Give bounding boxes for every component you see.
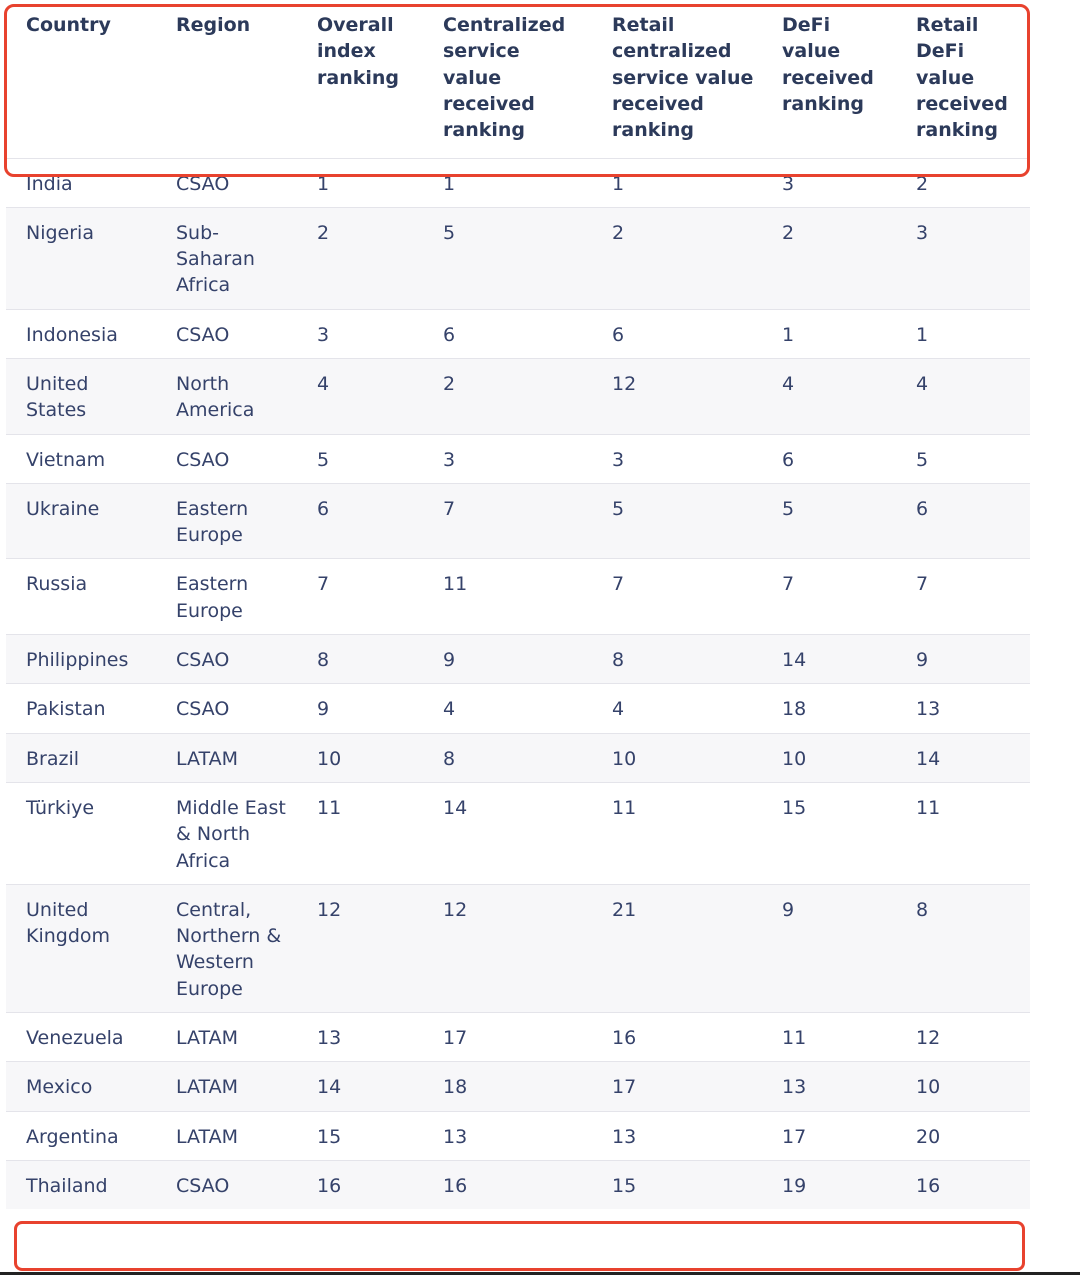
cell-region: Sub-Saharan Africa [156, 207, 297, 309]
cell-defi-value-ranking: 14 [762, 635, 896, 684]
cell-country: Pakistan [6, 684, 156, 733]
cell-region: Middle East & North Africa [156, 782, 297, 884]
cell-defi-value-ranking: 3 [762, 158, 896, 207]
table-row [6, 1013, 1030, 1062]
cell-retail-defi-value-ranking: 2 [896, 158, 1030, 207]
header-overall-index-ranking: Overall index ranking [317, 14, 399, 89]
cell-country: Türkiye [6, 782, 156, 884]
table-row [6, 684, 1030, 733]
cell-centralized-service-ranking: 9 [423, 635, 592, 684]
table-row [6, 1160, 1030, 1209]
header-retail-centralized-service-ranking: Retail centralized service value received ranking [612, 14, 754, 142]
cell-country: Indonesia [6, 309, 156, 358]
cell-overall-index-ranking: 14 [297, 1062, 423, 1111]
table-row [6, 483, 1030, 559]
cell-country: United Kingdom [6, 884, 156, 1012]
cell-retail-centralized-service-ranking: 15 [592, 1160, 762, 1209]
cell-retail-centralized-service-ranking: 8 [592, 635, 762, 684]
ranking-table-container [6, 2, 1030, 1209]
cell-country: Philippines [6, 635, 156, 684]
cell-defi-value-ranking: 11 [762, 1013, 896, 1062]
cell-region: CSAO [156, 434, 297, 483]
table-row [6, 1062, 1030, 1111]
cell-centralized-service-ranking: 14 [423, 782, 592, 884]
table-row [6, 733, 1030, 782]
table-header [6, 2, 1030, 158]
cell-region: CSAO [156, 684, 297, 733]
table-row [6, 158, 1030, 207]
table-row [6, 309, 1030, 358]
cell-overall-index-ranking: 15 [297, 1111, 423, 1160]
header-country: Country [26, 14, 111, 36]
cell-defi-value-ranking: 5 [762, 483, 896, 559]
cell-centralized-service-ranking: 8 [423, 733, 592, 782]
cell-overall-index-ranking: 1 [297, 158, 423, 207]
cell-defi-value-ranking: 19 [762, 1160, 896, 1209]
table-row [6, 358, 1030, 434]
cell-retail-centralized-service-ranking: 12 [592, 358, 762, 434]
cell-country: Russia [6, 559, 156, 635]
cell-defi-value-ranking: 9 [762, 884, 896, 1012]
cell-country: Vietnam [6, 434, 156, 483]
country-ranking-table [6, 2, 1030, 1209]
cell-region: Eastern Europe [156, 483, 297, 559]
cell-centralized-service-ranking: 7 [423, 483, 592, 559]
cell-centralized-service-ranking: 6 [423, 309, 592, 358]
cell-retail-defi-value-ranking: 3 [896, 207, 1030, 309]
cell-defi-value-ranking: 18 [762, 684, 896, 733]
table-row [6, 434, 1030, 483]
cell-retail-centralized-service-ranking: 6 [592, 309, 762, 358]
cell-overall-index-ranking: 7 [297, 559, 423, 635]
cell-country: Ukraine [6, 483, 156, 559]
cell-country: Nigeria [6, 207, 156, 309]
cell-defi-value-ranking: 13 [762, 1062, 896, 1111]
cell-centralized-service-ranking: 3 [423, 434, 592, 483]
cell-defi-value-ranking: 6 [762, 434, 896, 483]
cell-region: CSAO [156, 1160, 297, 1209]
cell-overall-index-ranking: 8 [297, 635, 423, 684]
cell-centralized-service-ranking: 16 [423, 1160, 592, 1209]
cell-centralized-service-ranking: 2 [423, 358, 592, 434]
cell-centralized-service-ranking: 11 [423, 559, 592, 635]
cell-region: CSAO [156, 158, 297, 207]
header-retail-defi-value-ranking: Retail DeFi value received ranking [916, 14, 1008, 142]
cell-overall-index-ranking: 3 [297, 309, 423, 358]
cell-retail-defi-value-ranking: 20 [896, 1111, 1030, 1160]
cell-overall-index-ranking: 11 [297, 782, 423, 884]
header-region: Region [176, 14, 251, 36]
cell-overall-index-ranking: 16 [297, 1160, 423, 1209]
header-defi-value-ranking: DeFi value received ranking [782, 14, 874, 115]
table-body [6, 158, 1030, 1209]
cell-defi-value-ranking: 17 [762, 1111, 896, 1160]
cell-retail-defi-value-ranking: 1 [896, 309, 1030, 358]
cell-defi-value-ranking: 1 [762, 309, 896, 358]
cell-overall-index-ranking: 5 [297, 434, 423, 483]
table-row [6, 782, 1030, 884]
cell-centralized-service-ranking: 13 [423, 1111, 592, 1160]
thailand-row-highlight-box [14, 1221, 1025, 1271]
cell-region: North America [156, 358, 297, 434]
cell-region: CSAO [156, 635, 297, 684]
cell-retail-defi-value-ranking: 13 [896, 684, 1030, 733]
header-centralized-service-ranking: Centralized service value received ranking [443, 14, 566, 142]
cell-country: Thailand [6, 1160, 156, 1209]
cell-defi-value-ranking: 4 [762, 358, 896, 434]
cell-region: Central, Northern & Western Europe [156, 884, 297, 1012]
cell-retail-defi-value-ranking: 7 [896, 559, 1030, 635]
cell-retail-defi-value-ranking: 16 [896, 1160, 1030, 1209]
cell-retail-defi-value-ranking: 6 [896, 483, 1030, 559]
cell-retail-centralized-service-ranking: 11 [592, 782, 762, 884]
cell-centralized-service-ranking: 17 [423, 1013, 592, 1062]
cell-overall-index-ranking: 2 [297, 207, 423, 309]
header-row [6, 2, 1030, 158]
cell-centralized-service-ranking: 5 [423, 207, 592, 309]
cell-overall-index-ranking: 4 [297, 358, 423, 434]
cell-retail-centralized-service-ranking: 3 [592, 434, 762, 483]
cell-region: LATAM [156, 733, 297, 782]
cell-retail-centralized-service-ranking: 4 [592, 684, 762, 733]
cell-centralized-service-ranking: 4 [423, 684, 592, 733]
cell-retail-defi-value-ranking: 11 [896, 782, 1030, 884]
cell-retail-defi-value-ranking: 5 [896, 434, 1030, 483]
cell-centralized-service-ranking: 18 [423, 1062, 592, 1111]
cell-retail-centralized-service-ranking: 2 [592, 207, 762, 309]
cell-country: Argentina [6, 1111, 156, 1160]
cell-retail-centralized-service-ranking: 21 [592, 884, 762, 1012]
cell-overall-index-ranking: 9 [297, 684, 423, 733]
cell-defi-value-ranking: 7 [762, 559, 896, 635]
cell-retail-centralized-service-ranking: 5 [592, 483, 762, 559]
cell-country: Mexico [6, 1062, 156, 1111]
cell-defi-value-ranking: 10 [762, 733, 896, 782]
cell-retail-defi-value-ranking: 8 [896, 884, 1030, 1012]
cell-retail-defi-value-ranking: 4 [896, 358, 1030, 434]
cell-country: Brazil [6, 733, 156, 782]
table-row [6, 884, 1030, 1012]
cell-retail-centralized-service-ranking: 17 [592, 1062, 762, 1111]
cell-defi-value-ranking: 2 [762, 207, 896, 309]
cell-country: India [6, 158, 156, 207]
cell-region: LATAM [156, 1013, 297, 1062]
cell-defi-value-ranking: 15 [762, 782, 896, 884]
cell-retail-defi-value-ranking: 14 [896, 733, 1030, 782]
cell-region: CSAO [156, 309, 297, 358]
cell-retail-centralized-service-ranking: 16 [592, 1013, 762, 1062]
cell-retail-defi-value-ranking: 12 [896, 1013, 1030, 1062]
cell-retail-defi-value-ranking: 10 [896, 1062, 1030, 1111]
cell-region: LATAM [156, 1062, 297, 1111]
cell-retail-centralized-service-ranking: 13 [592, 1111, 762, 1160]
table-row [6, 207, 1030, 309]
cell-overall-index-ranking: 10 [297, 733, 423, 782]
cell-retail-centralized-service-ranking: 10 [592, 733, 762, 782]
cell-overall-index-ranking: 13 [297, 1013, 423, 1062]
cell-region: LATAM [156, 1111, 297, 1160]
cell-retail-centralized-service-ranking: 7 [592, 559, 762, 635]
table-row [6, 559, 1030, 635]
cell-centralized-service-ranking: 12 [423, 884, 592, 1012]
cell-overall-index-ranking: 12 [297, 884, 423, 1012]
cell-centralized-service-ranking: 1 [423, 158, 592, 207]
cell-region: Eastern Europe [156, 559, 297, 635]
cell-country: United States [6, 358, 156, 434]
table-row [6, 635, 1030, 684]
cell-overall-index-ranking: 6 [297, 483, 423, 559]
cell-retail-centralized-service-ranking: 1 [592, 158, 762, 207]
table-row [6, 1111, 1030, 1160]
cell-retail-defi-value-ranking: 9 [896, 635, 1030, 684]
cell-country: Venezuela [6, 1013, 156, 1062]
